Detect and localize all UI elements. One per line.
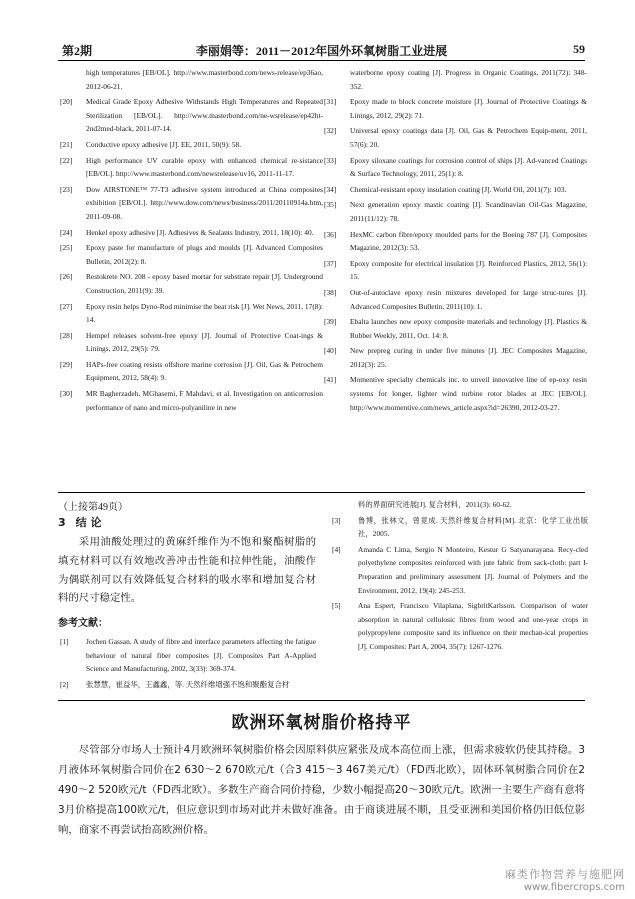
reference-item (322, 124, 587, 151)
reference-item (322, 183, 587, 197)
continued-article-right (330, 498, 588, 656)
reference-item (58, 329, 323, 356)
reference-text: Epoxy composite for electrical insulation [J]. Reinforced Plastics, 2012, 56(1): 15. (350, 258, 587, 282)
reference-number: [34] (324, 184, 337, 194)
section-title: 结 论 (75, 516, 102, 529)
page-number: 59 (573, 42, 585, 56)
reference-text: Epoxy resin helps Dyno-Rod minimise the beat risk [J]. Wet News, 2011, 17(8): 14. (86, 301, 323, 325)
reference-item (58, 635, 316, 676)
reference-text: 鲁博，张林文，曾竟成. 天然纤维复合材料[M]. 北京：化学工业出版社，2005. (358, 515, 588, 539)
reference-item (58, 183, 323, 224)
continued-from-label: （上接第49页） (58, 502, 128, 513)
reference-item (322, 66, 587, 93)
reference-number: [41] (324, 375, 337, 385)
reference-text: New prepreg curing in under five minutes [J]. JEC Composites Magazine, 2012(3): 25. (350, 346, 587, 369)
article-divider (58, 700, 585, 701)
reference-item (322, 315, 587, 342)
references-heading: 参考文献： (58, 618, 108, 630)
reference-item (322, 198, 587, 225)
reference-item (322, 344, 587, 371)
reference-number: [32] (324, 126, 337, 136)
reference-item (58, 358, 323, 385)
reference-item (322, 286, 587, 313)
reference-number: [2] (60, 679, 69, 689)
reference-text: 料的界面研究进展[J]. 复合材料，2011(3): 60-62. (358, 500, 512, 509)
reference-item (58, 154, 323, 181)
watermark (505, 866, 625, 893)
reference-text: High performance UV curable epoxy with enhanced chemical re-sistance [EB/OL]. http://www.masterbond.com/newsrelease/uv16, 2011-11-17. (86, 155, 323, 179)
reference-text: Hempel releases solvent-free epoxy [J]. Journal of Protective Coat-ings & Linings, 2012, 29(5): 79. (86, 330, 323, 354)
reference-text: Momentive specialty chemicals inc. to unveil innovative line of ep-oxy resin systems for longer, lighter wind turbine rotor blades at JEC [EB/OL]. http://www.momentive.com/news_article.aspx?id=26390, 2012-03-27. (350, 375, 587, 412)
reference-text: Ana Espert, Francisco Vilaplana, SigbritKarlsson. Comparison of water absorption in natural cellulosic fibres from wood and one-year crops in polypropylene composite sand its influence on their mechan-ical properties [J]. Composites: Part A, 2004, 35(7): 1267-1276. (358, 601, 588, 651)
reference-number: [29] (60, 359, 73, 369)
reference-text: Dow AIRSTONE™ 77-T3 adhesive system introduced at China composites exhibition [EB/OL]. http://www.dow.com/news/business/2011/20110914a.htm, 2011-09-08. (86, 184, 323, 221)
reference-number: [1] (60, 637, 69, 647)
reference-number: [27] (60, 301, 73, 311)
article-body: 尽管部分市场人士预计4月欧洲环氧树脂价格会因原料供应紧张及成本高位而上涨，但需求疲软仍使其持稳。3月液体环氧树脂合同价在2 630～2 670欧元/t（合3 415～3 467美元/t）（FD西北欧），固体环氧树脂合同价在2 490～2 520欧元/t（FD西北欧）。多数生产商合同价持稳，少数小幅提高20～30欧元/t。欧洲一主要生产商有意将3月价格提高100欧元/t，但应意识到市场对此并未做好准备。由于商谈进展不顺，且受亚洲和美国价格仍旧低位影响，商家不再尝试抬高欧洲价格。 (58, 744, 585, 836)
reference-number: [22] (60, 155, 73, 165)
reference-text: high temperatures [EB/OL]. http://www.masterbond.com/news-release/ep36ao, 2012-06-21. (86, 68, 323, 91)
reference-number: [26] (60, 272, 73, 282)
reference-item (330, 498, 588, 512)
reference-number: [33] (324, 155, 337, 165)
reference-item (58, 95, 323, 136)
reference-item (58, 241, 323, 268)
article-title: 欧洲环氧树脂价格持平 (231, 713, 412, 733)
watermark-line-2: www.fibercrops.com (523, 882, 625, 893)
reference-text: Epoxy made to block concrete moisture [J]. Journal of Protective Coatings & Linings, 2012, 29(2): 71. (350, 97, 587, 120)
reference-item (58, 387, 323, 414)
continued-article-left (58, 500, 316, 694)
reference-text: 张慧慧，崔益华，王鑫鑫，等. 天然纤维增强不饱和聚酯复合材 (86, 679, 290, 689)
reference-text: Medical Grade Epoxy Adhesive Withstands High Temperatures and Repeated Sterilization [EB/OL]. http://www.masterbond.com/ne-wsrelease/ep42ht-2nd2med-black, 2011-07-14. (86, 97, 323, 134)
reference-number: [31] (324, 97, 337, 107)
issue-label: 第2期 (62, 44, 93, 58)
reference-number: [25] (60, 243, 73, 253)
reference-text: Chemical-resistant epoxy insulation coating [J]. World Oil, 2011(7): 103. (350, 184, 567, 194)
reference-text: waterborne epoxy coating [J]. Progress in Organic Coatings, 2011(72): 348-352. (350, 68, 587, 91)
watermark-line-1: 麻类作物营养与施肥网 (505, 868, 625, 881)
reference-number: [37] (324, 258, 337, 268)
reference-number: [23] (60, 184, 73, 194)
reference-text: Next generation epoxy mastic coating [J]. Scandinavian Oil-Gas Magazine, 2011(11/12): 78. (350, 200, 587, 223)
reference-text: Restokrete NO. 208 - epoxy based mortar for substrate repair [J]. Underground Construction, 2011(9): 39. (86, 272, 323, 295)
reference-item (322, 154, 587, 181)
references-right-column (322, 66, 587, 416)
reference-item (322, 95, 587, 122)
reference-item (58, 300, 323, 327)
reference-text: MR Bagherzadeh, MGhasemi, F Mahdavi, et al. Investigation on anticorrosion performance of nano and micro-polyaniline in new (86, 389, 323, 412)
reference-number: [39] (324, 317, 337, 327)
reference-item (330, 514, 588, 541)
reference-item (58, 66, 323, 93)
reference-number: [5] (332, 601, 341, 611)
reference-number: [24] (60, 227, 73, 237)
reference-item (58, 678, 316, 692)
reference-item (58, 270, 323, 297)
reference-text: Out-of-autoclave epoxy resin mixtures developed for large struc-tures [J]. Advanced Composites Bulletin, 2011(10): 1. (350, 287, 587, 311)
reference-number: [35] (324, 200, 337, 210)
references-left-column (58, 66, 323, 416)
section-number: 3 (58, 516, 66, 529)
reference-item (58, 226, 323, 240)
reference-item (322, 373, 587, 414)
reference-text: Ebalta launches new epoxy composite materials and technology [J]. Plastics & Rubber Weekly, 2011, Oct. 14: 8. (350, 317, 587, 340)
conclusion-paragraph: 采用油酸处理过的黄麻纤维作为不饱和聚酯树脂的填充材料可以有效地改善冲击性能和拉伸性能，油酸作为偶联剂可以有效降低复合材料的吸水率和增加复合材料的尺寸稳定性。 (58, 536, 316, 605)
reference-item (330, 543, 588, 597)
reference-item (58, 138, 323, 152)
reference-number: [21] (60, 139, 73, 149)
reference-text: Henkel epoxy adhesive [J]. Adhesives & Sealants Industry, 2011, 18(10): 40. (86, 227, 314, 237)
reference-item (330, 599, 588, 653)
section-divider (58, 492, 585, 493)
running-title: 李丽娟等：2011－2012年国外环氧树脂工业进展 (195, 44, 448, 58)
section-heading (58, 515, 316, 531)
reference-number: [36] (324, 229, 337, 239)
reference-text: Conductive epoxy adhesive [J]. EE, 2011, 50(9): 58. (86, 139, 242, 149)
reference-number: [3] (332, 515, 341, 525)
reference-number: [40] (324, 346, 337, 356)
reference-text: Universal epoxy coatings data [J]. Oil, Gas & Petrochem Equip-ment, 2011, 57(6): 20. (350, 126, 587, 149)
reference-number: [30] (60, 389, 73, 399)
reference-text: Jochen Gassan. A study of fibre and interface parameters affecting the fatigue behaviour of natural fiber composites [J]. Composites Part A-Applied Science and Manufacturing, 2002, 3(33): 369-374. (86, 637, 316, 674)
reference-number: [20] (60, 97, 73, 107)
reference-number: [38] (324, 287, 337, 297)
reference-text: Epoxy paste for manufacture of plugs and moulds [J]. Advanced Composites Bulletin, 2012(2): 8. (86, 243, 323, 266)
references-list-b (330, 498, 588, 654)
reference-text: Epoxy siloxane coatings for corrosion control of ships [J]. Ad-vanced Coatings & Surface Technology, 2011, 25(1): 8. (350, 155, 587, 179)
references-list-a (58, 635, 316, 691)
reference-number: [28] (60, 330, 73, 340)
reference-item (322, 257, 587, 284)
reference-number: [4] (332, 544, 341, 554)
reference-item (322, 228, 587, 255)
reference-text: HexMC carbon fibre/epoxy moulded parts for the Boeing 787 [J]. Composites Magazine, 2012(3): 53. (350, 229, 587, 253)
reference-text: HAPs-free coating resists offshore marine corrosion [J]. Oil, Gas & Petrochem Equipment, 2012, 58(4): 9. (86, 359, 323, 383)
reference-text: Amanda C Lima, Sergio N Monteiro, Kestur G Satyanarayana. Recy-cled polyethylene composites reinforced with jute fabric from sack-cloth: part I-Preparation and preliminary assessment [J]. Journal of Polymers and the Environment, 2012, 19(4): 245-253. (358, 544, 588, 595)
running-header (58, 38, 585, 61)
